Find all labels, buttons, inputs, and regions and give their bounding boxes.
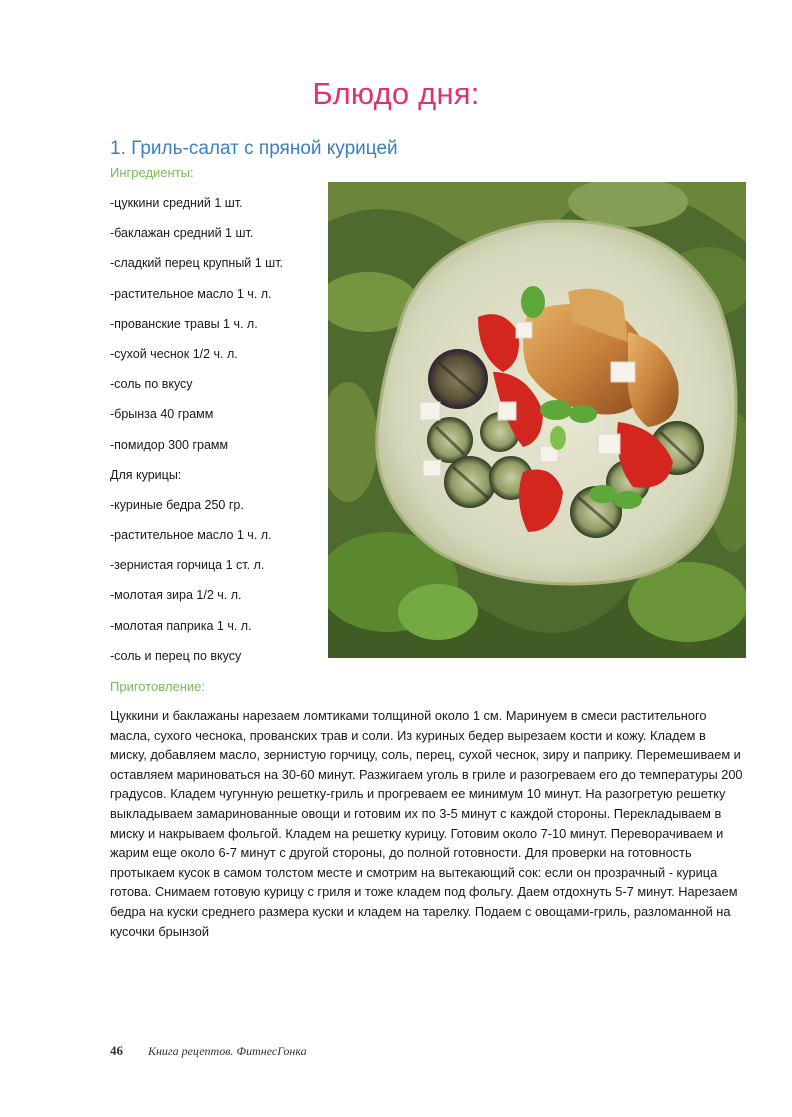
ingredient-item: -зернистая горчица 1 ст. л. bbox=[110, 558, 265, 573]
ingredient-item: -соль и перец по вкусу bbox=[110, 648, 242, 663]
ingredient-item: -сладкий перец крупный 1 шт. bbox=[110, 256, 284, 271]
ingredient-item: -молотая зира 1/2 ч. л. bbox=[110, 588, 242, 603]
page-title: Блюдо дня: bbox=[312, 76, 480, 111]
ingredient-item: -прованские травы 1 ч. л. bbox=[110, 316, 258, 331]
book-title: Книга рецептов. ФитнесГонка bbox=[148, 1044, 307, 1058]
ingredient-item: -соль по вкусу bbox=[110, 377, 193, 392]
ingredient-item: -цуккини средний 1 шт. bbox=[110, 196, 243, 210]
recipe-title: 1. Гриль-салат с пряной курицей bbox=[110, 138, 398, 159]
ingredients-list bbox=[110, 188, 320, 671]
ingredient-item: -сухой чеснок 1/2 ч. л. bbox=[110, 346, 238, 361]
ingredients-label: Ингредиенты: bbox=[110, 165, 194, 180]
preparation-label: Приготовление: bbox=[110, 679, 205, 694]
ingredient-item: -молотая паприка 1 ч. л. bbox=[110, 618, 252, 633]
ingredient-item: -брынза 40 грамм bbox=[110, 407, 214, 422]
ingredient-item: -помидор 300 грамм bbox=[110, 437, 229, 452]
page-footer bbox=[110, 1043, 307, 1059]
ingredient-item: -растительное масло 1 ч. л. bbox=[110, 528, 272, 543]
chicken-subheading: Для курицы: bbox=[110, 467, 182, 482]
ingredient-item: -баклажан средний 1 шт. bbox=[110, 226, 254, 241]
ingredient-item: -растительное масло 1 ч. л. bbox=[110, 286, 272, 301]
dish-photo bbox=[328, 182, 746, 658]
ingredient-item: -куриные бедра 250 гр. bbox=[110, 497, 244, 512]
page-number: 46 bbox=[110, 1043, 123, 1058]
preparation-text: Цуккини и баклажаны нарезаем ломтиками толщиной около 1 см. Маринуем в смеси растительного масла, сухого чеснока, прованских трав и соли. Из куриных бедер вырезаем кости и кожу. Кладем в миску, добавляем масло, зернистую горчицу, соль, перец, сухой чеснок, зиру и паприку. Перемешиваем и оставляем мариноваться на 30-60 минут. Разжигаем уголь в гриле и разогреваем его до температуры 200 градусов. Кладем чугунную решетку-гриль и прогреваем ее минимум 10 минут. На разогретую решетку выкладываем замаринованные овощи и готовим их по 3-5 минут с каждой стороны. Перекладываем в миску и накрываем фольгой. Кладем на решетку курицу. Готовим около 7-10 минут. Переворачиваем и жарим еще около 6-7 минут с другой стороны, до полной готовности. Для проверки на готовность протыкаем кусок в самом толстом месте и смотрим на вытекающий сок: если он прозрачный - курица готова. Снимаем готовую курицу с гриля и тоже кладем под фольгу. Даем отдохнуть 5-7 минут. Нарезаем бедра на куски среднего размера куски и кладем на тарелку. Подаем с овощами-гриль, разломанной на кусочки брынзой bbox=[110, 708, 743, 939]
